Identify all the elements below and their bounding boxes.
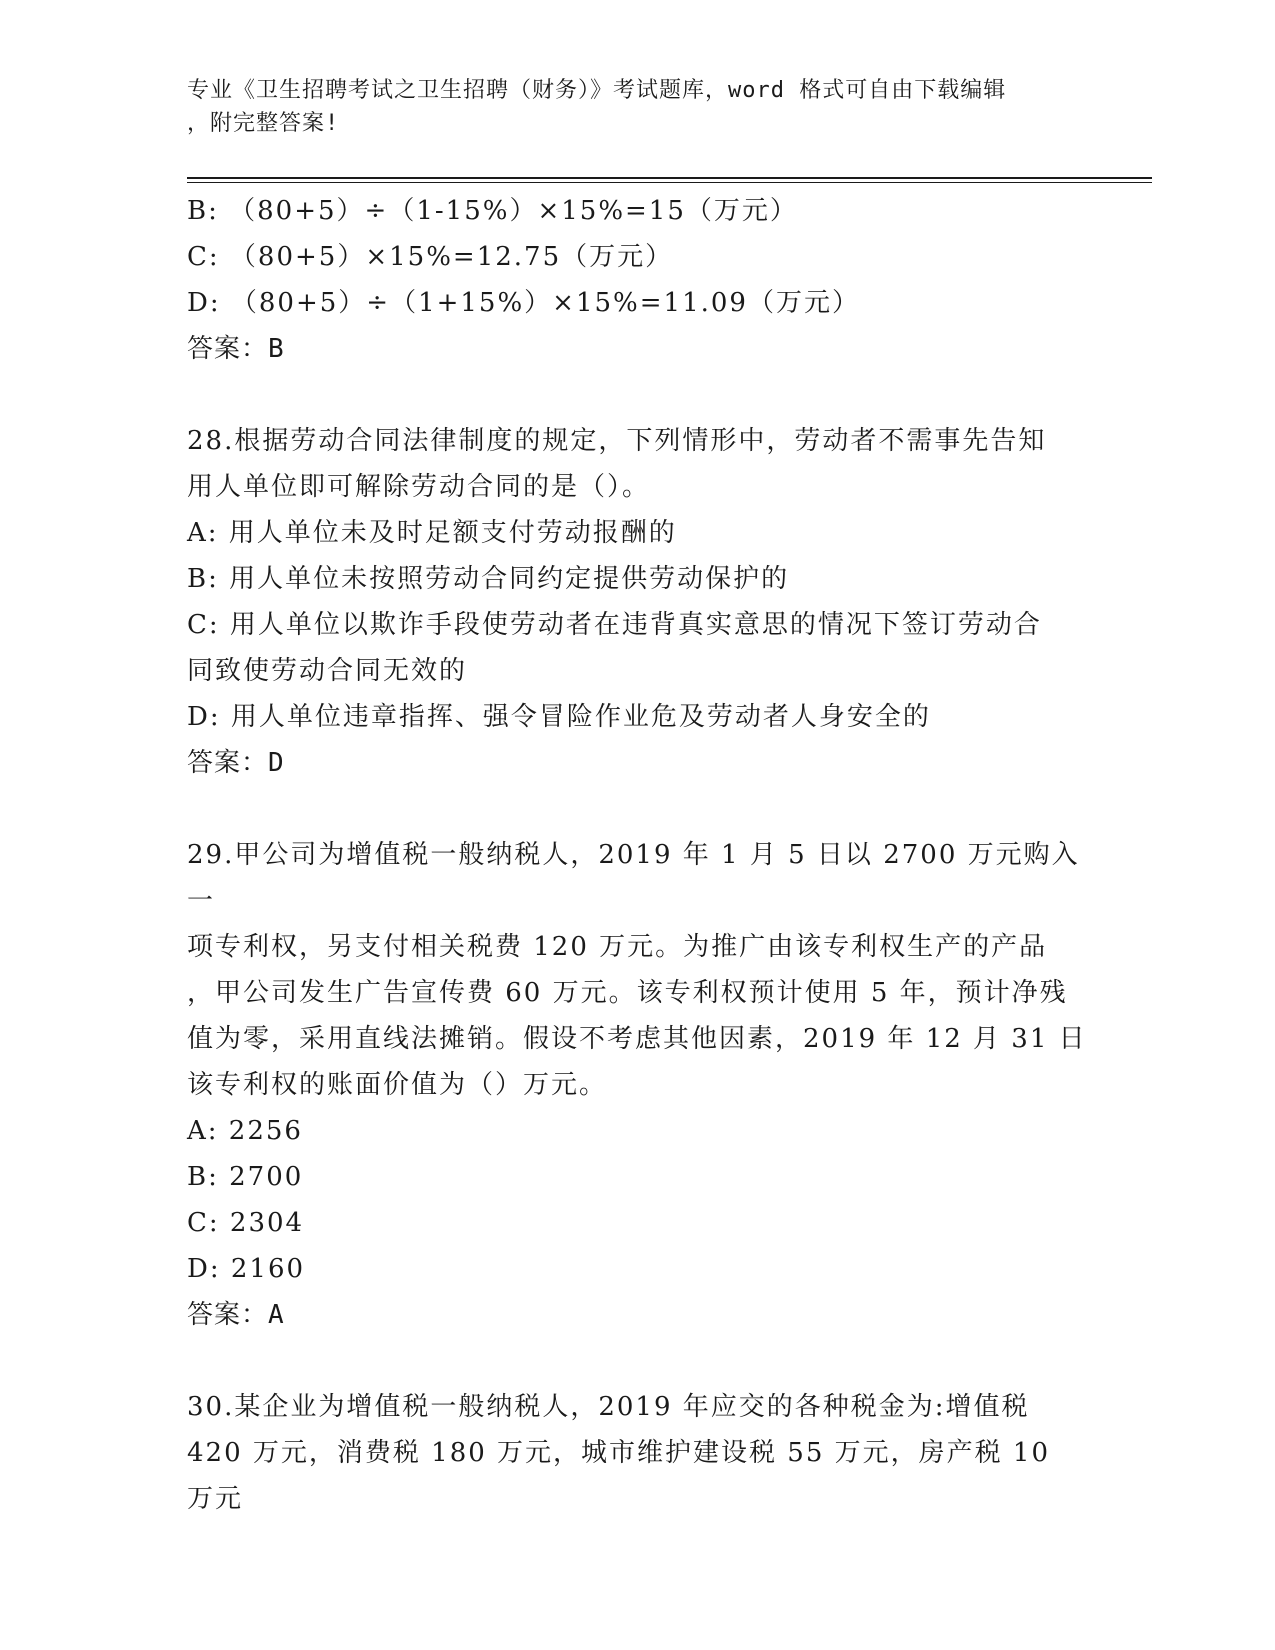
q28-answer: 答案：D [187, 748, 285, 778]
q27-option-b: B: （80+5）÷（1-15%）×15%=15（万元） [187, 196, 798, 226]
q30-stem-line-2: 420 万元，消费税 180 万元，城市维护建设税 55 万元，房产税 10 万元 [187, 1438, 1061, 1514]
q29-stem-line-1: 29.甲公司为增值税一般纳税人，2019 年 1 月 5 日以 2700 万元购入一 [187, 840, 1080, 916]
header-line-2: ，附完整答案! [187, 111, 340, 136]
header-line-1: 专业《卫生招聘考试之卫生招聘（财务）》考试题库，word 格式可自由下载编辑 [187, 78, 1007, 103]
q27-answer: 答案：B [187, 334, 285, 364]
q27-option-d: D: （80+5）÷（1+15%）×15%=11.09（万元） [187, 288, 860, 318]
question-content [187, 188, 1087, 1522]
q29-option-c: C: 2304 [187, 1208, 305, 1238]
page-header [187, 74, 1087, 140]
q29-stem-line-2: 项专利权，另支付相关税费 120 万元。为推广由该专利权生产的产品 [187, 932, 1048, 962]
header-rule-thick [187, 177, 1152, 179]
q28-option-a: A: 用人单位未及时足额支付劳动报酬的 [187, 518, 677, 548]
question-30 [187, 1384, 1087, 1522]
header-rule-thin [187, 182, 1152, 183]
q29-answer: 答案：A [187, 1300, 285, 1330]
q29-option-d: D: 2160 [187, 1254, 306, 1284]
q29-stem-line-5: 该专利权的账面价值为（）万元。 [187, 1070, 608, 1100]
question-27 [187, 188, 1087, 372]
q28-option-c-line-1: C: 用人单位以欺诈手段使劳动者在违背真实意思的情况下签订劳动合 [187, 610, 1042, 640]
q28-option-c-line-2: 同致使劳动合同无效的 [187, 656, 468, 686]
q28-stem-line-1: 28.根据劳动合同法律制度的规定，下列情形中，劳动者不需事先告知 [187, 426, 1047, 456]
q29-option-b: B: 2700 [187, 1162, 304, 1192]
question-29 [187, 832, 1087, 1338]
spacer [187, 786, 1087, 832]
spacer [187, 1338, 1087, 1384]
q28-stem-line-2: 用人单位即可解除劳动合同的是（）。 [187, 472, 651, 502]
question-28 [187, 418, 1087, 786]
q27-option-c: C: （80+5）×15%=12.75（万元） [187, 242, 674, 272]
q29-option-a: A: 2256 [187, 1116, 303, 1146]
q29-stem-line-4: 值为零，采用直线法摊销。假设不考虑其他因素，2019 年 12 月 31 日 [187, 1024, 1087, 1054]
q28-option-b: B: 用人单位未按照劳动合同约定提供劳动保护的 [187, 564, 790, 594]
q28-option-d: D: 用人单位违章指挥、强令冒险作业危及劳动者人身安全的 [187, 702, 931, 732]
q29-stem-line-3: ，甲公司发生广告宣传费 60 万元。该专利权预计使用 5 年，预计净残 [187, 978, 1068, 1008]
spacer [187, 372, 1087, 418]
q30-stem-line-1: 30.某企业为增值税一般纳税人，2019 年应交的各种税金为:增值税 [187, 1392, 1030, 1422]
